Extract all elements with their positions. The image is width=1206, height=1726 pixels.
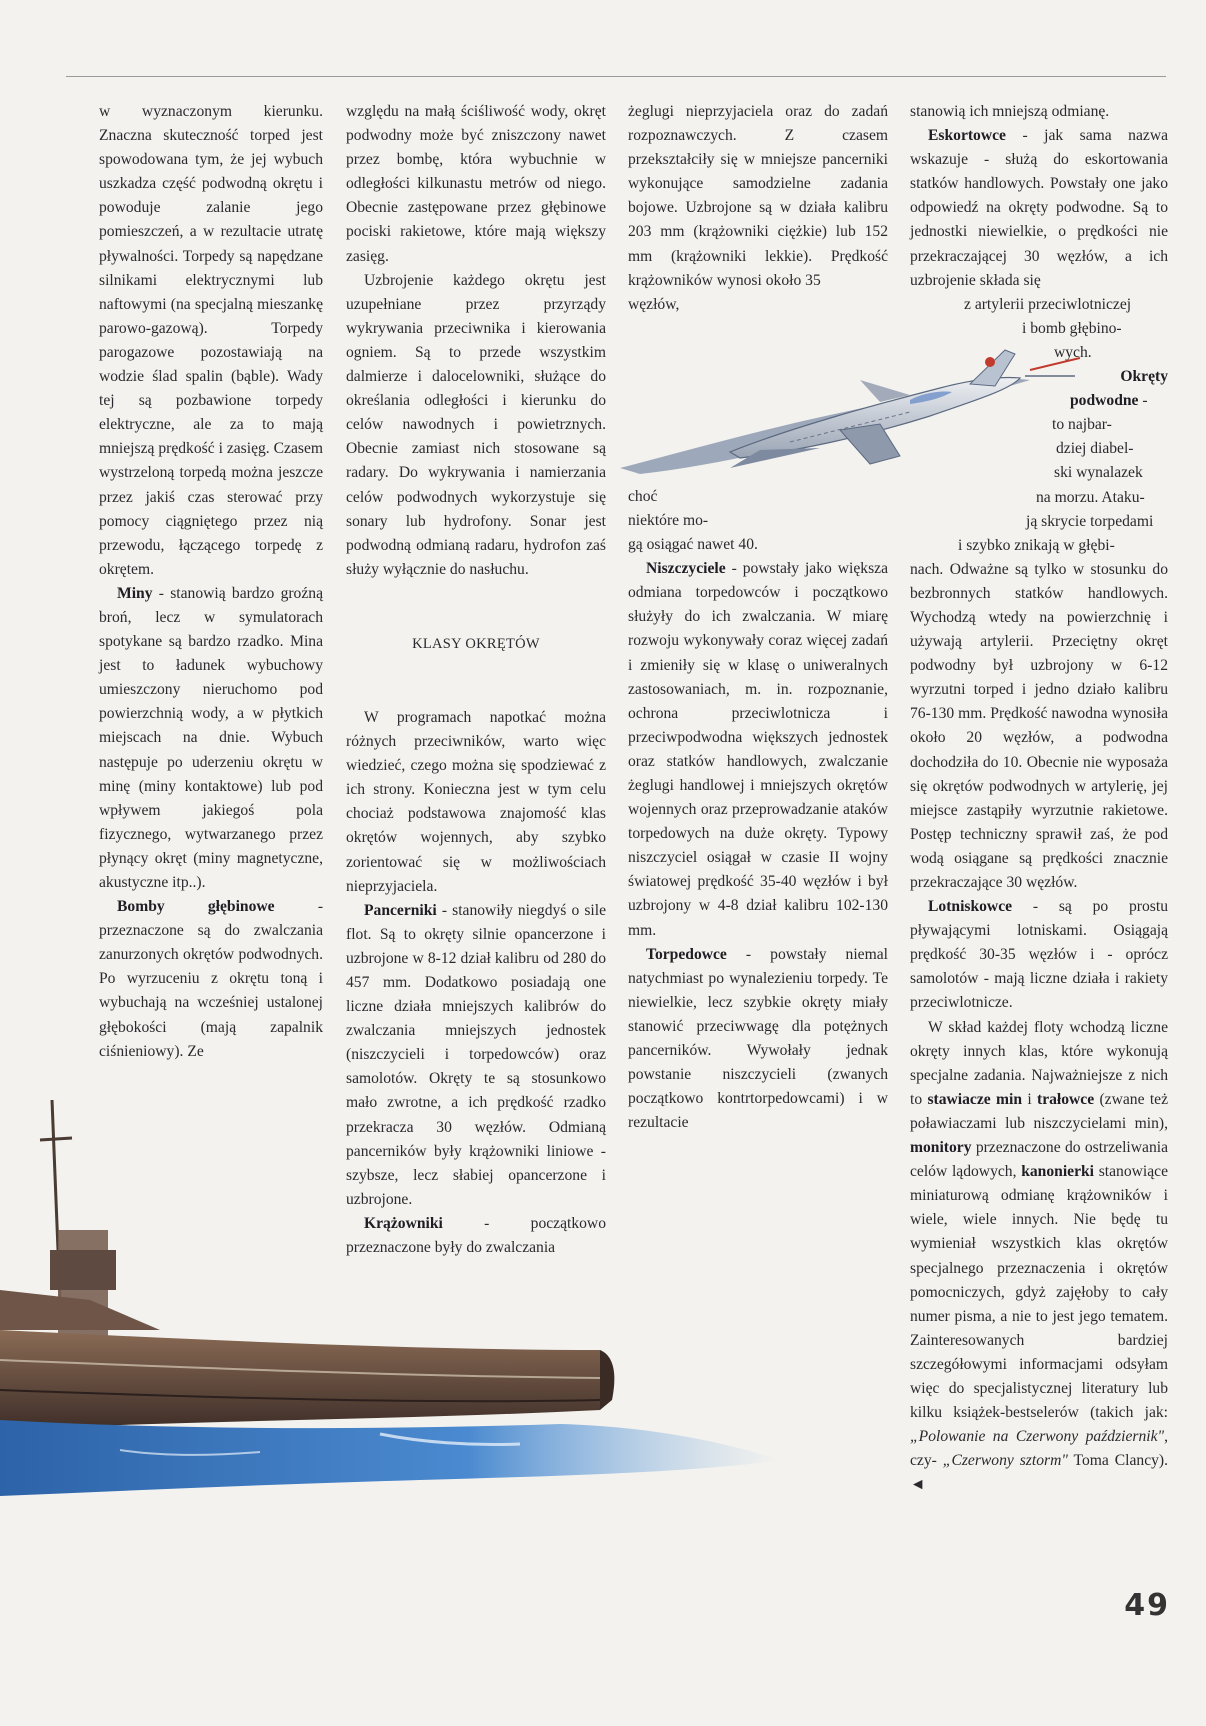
paragraph-miny: Miny - stanowią bardzo groźną broń, lecz w symulatorach spotykane są bardzo rzadko. Mina jest to ładunek wybuchowy umieszczony nieruchomo pod powierzchnią wody, a w płytkich miejscach na dnie. Wybuch następuje po uderzeniu okrętu w minę (miny kontaktowe) lub pod wpływem jakiegoś pola fizycznego, wytwarzanego przez płynący okręt (miny magnetyczne, akustyczne itp..). bbox=[99, 584, 323, 891]
paragraph-niszczyciele: Niszczyciele - powstały jako większa odmiana torpedowców i początkowo służyły do ich zwalczania. W miarę rozwoju wykonywały coraz więcej zadań i zmieniły się w klasę o uniweralnych zastosowaniach, m. in. rozpoznanie, ochrona przeciwlotnicza i przeciwpodwodna większych jednostek oraz statków handlowych, zwalczanie żeglugi handlowej i mniejszych okrętów wojennych oraz przeprowadzanie ataków torpedowych na duże okręty. Typowy niszczyciel osiągał w czasie II wojny światowej prędkość 35-40 węzłów i był uzbrojony w 4-8 dział kalibru 102-130 mm. bbox=[628, 560, 888, 939]
paragraph-lotniskowce: Lotniskowce - są po prostu pływającymi lotniskami. Osiągają prędkość 30-35 węzłów i - oprócz samolotów - mają liczne działa i rakiety przeciwlotnicze. bbox=[910, 898, 1168, 1012]
paragraph: w wyznaczonym kierunku. Znaczna skuteczność torped jest spowodowana tym, że jej wybuch uszkadza część podwodną okrętu i powoduje zalanie jego pomieszczeń, a w rezultacie utratę pływalności. Torpedy są napędzane silnikami elektrycznymi lub naftowymi (na specjalną mieszankę parowo-gazową). Torpedy parogazowe pozostawiają na wodzie ślad spalin (bąble). Wady tej są pozbawione torpedy elektryczne, ale za to mają mniejszą prędkość i zasięg. Czasem wystrzeloną torpedą można jeszcze przez jakiś czas sterować przy pomocy ciągniętego przez nią przewodu, łączącego torpedę z okrętem. bbox=[99, 103, 323, 578]
text-line: niektóre mo- bbox=[628, 511, 709, 529]
text-line: to najbar- bbox=[1052, 416, 1112, 434]
text-line: i szybko znikają w głębi- bbox=[958, 536, 1115, 554]
paragraph: Uzbrojenie każdego okrętu jest uzupełniane przez przyrządy wykrywania przeciwnika i kierowania ogniem. Są to przede wszystkim dalmierze i dalocelowniki, służące do określania odległości i kierunku do celów nawodnych i powietrznych. Obecnie zamiast nich stosowane są radary. Do wykrywania i namierzania celów podwodnych wykorzystuje się sonary lub hydrofony. Sonar jest podwodną odmianą radaru, hydrofon zaś służy wyłącznie do nasłuchu. bbox=[346, 271, 606, 578]
text-line: gą osiągać nawet 40. bbox=[628, 536, 758, 554]
text-line: ją skrycie torpedami bbox=[1026, 512, 1154, 530]
paragraph: żeglugi nieprzyjaciela oraz do zadań rozpoznawczych. Z czasem przekształciły się w mniejsze pancerniki wykonujące samodzielne zadania bojowe. Uzbrojone są w działa kalibru 203 mm (krążowniki ciężkie) lub 152 mm (krążowniki lekkie). Prędkość krążowników wynosi około 35 bbox=[628, 103, 888, 289]
section-heading: KLASY OKRĘTÓW bbox=[412, 635, 540, 652]
paragraph: W programach napotkać można różnych przeciwników, warto więc wiedzieć, czego można się spodziewać z ich strony. Konieczna jest w tym celu chociaż podstawowa znajomość klas okrętów wojennych, aby szybko zorientować się w możliwościach nieprzyjaciela. bbox=[346, 708, 606, 895]
text-line: stanowią ich mniejszą odmianę. bbox=[910, 103, 1110, 120]
paragraph-bomby: Bomby głębinowe - przeznaczone są do zwalczania zanurzonych okrętów podwodnych. Po wyrzuceniu z okrętu toną i wybuchają na wcześniej ustalonej głębokości (mają zapalnik ciśnieniowy). Ze bbox=[99, 898, 324, 1060]
text-line: podwodne - bbox=[1070, 392, 1148, 410]
paragraph-eskortowce: Eskortowce - jak sama nazwa wskazuje - służą do eskortowania statków handlowych. Powstały one jako odpowiedź na okręty podwodne. Są to jednostki niewielkie, o prędkości nie przekraczającej 30 węzłów, a ich uzbrojenie składa się bbox=[910, 127, 1168, 289]
column-3 bbox=[628, 100, 888, 1135]
page-number: 49 bbox=[1124, 1588, 1170, 1623]
top-rule bbox=[66, 76, 1166, 77]
warship-illustration bbox=[0, 1100, 840, 1500]
text-line: węzłów, bbox=[628, 295, 680, 313]
aircraft-illustration bbox=[610, 340, 1080, 490]
paragraph-okrety-podwodne: nach. Odważne są tylko w stosunku do bezbronnych statków handlowych. Wychodzą wtedy na powierzchnię i używają artylerii. Przeciętny okręt podwodny był uzbrojony w 6-12 wyrzutni torped i jedno działo kalibru 76-130 mm. Prędkość nawodna wynosiła około 20 węzłów, a podwodna dochodziła do 10. Obecnie nie wyposaża się okrętów podwodnych w artylerię, jej miejsce zastąpiły wyrzutnie rakietowe. Postęp techniczny sprawił zaś, że pod wodą osiągane są prędkości znacznie przekraczające 30 węzłów. bbox=[910, 560, 1168, 891]
column-2 bbox=[346, 100, 606, 1260]
text-line: z artylerii przeciwlotniczej bbox=[964, 295, 1132, 313]
text-line: i bomb głębino- bbox=[1022, 319, 1122, 337]
text-line: dziej diabel- bbox=[1056, 440, 1134, 458]
text-line: Okręty bbox=[1120, 368, 1168, 386]
paragraph-inne-klasy: W skład każdej floty wchodzą liczne okręty innych klas, które wykonują specjalne zadania. Najważniejsze z nich to stawiacze min i trałowce (zwane też poławiaczami lub niszczycielami min), monitory przeznaczone do ostrzeliwania celów lądowych, kanonierki stanowiące miniaturową odmianę krążowników i wiele, wiele innych. Nie będę tu wymieniał wszystkich klas okrętów specjalnego przeznaczenia i okrętów pomocniczych, gdyż zajęłoby to cały numer pisma, a nie to jest jego tematem. Zainteresowanych bardziej szczegółowymi informacjami odsyłam więc do specjalistycznej literatury lub kilku książek-bestselerów (takich jak: „Polowanie na Czerwony październik", czy- „Czerwony sztorm" Toma Clancy). ◄ bbox=[910, 1018, 1169, 1494]
paragraph: względu na małą ściśliwość wody, okręt podwodny może być zniszczony nawet przez bombę, która wybuchnie w odległości kilkunastu metrów od niego. Obecnie zastępowane przez głębinowe pociski rakietowe, które mają większy zasięg. bbox=[346, 103, 606, 265]
text-line: ski wynalazek bbox=[1054, 464, 1143, 482]
column-1 bbox=[99, 100, 323, 1064]
paragraph-krazowniki: Krążowniki - początkowo przeznaczone były do zwalczania bbox=[346, 1214, 606, 1257]
text-line: na morzu. Ataku- bbox=[1036, 488, 1145, 506]
text-line: wych. bbox=[1054, 343, 1092, 361]
paragraph-torpedowce: Torpedowce - powstały niemal natychmiast po wynalezieniu torpedy. Te niewielkie, lecz szybkie okręty miały stanowić przeciwwagę dla potężnych pancerników. Wywołały jednak powstanie niszczycieli (zwanych początkowo kontrtorpedowcami) i w rezultacie bbox=[628, 945, 888, 1132]
paragraph-pancerniki: Pancerniki - stanowiły niegdyś o sile flot. Są to okręty silnie opancerzone i uzbrojone w 8-12 dział kalibru od 280 do 457 mm. Dodatkowo posiadają one liczne działa mniejszych kalibrów do zwalczania mniejszych jednostek (niszczycieli i torpedowców) oraz samolotów. Okręty te są stosunkowo mało zwrotne, a ich prędkość rzadko przekracza 30 węzłów. Odmianą pancerników były krążowniki liniowe - szybsze, lecz słabiej opancerzone i uzbrojone. bbox=[346, 901, 606, 1208]
text-line: choć bbox=[628, 487, 658, 505]
column-4 bbox=[910, 100, 1168, 1497]
